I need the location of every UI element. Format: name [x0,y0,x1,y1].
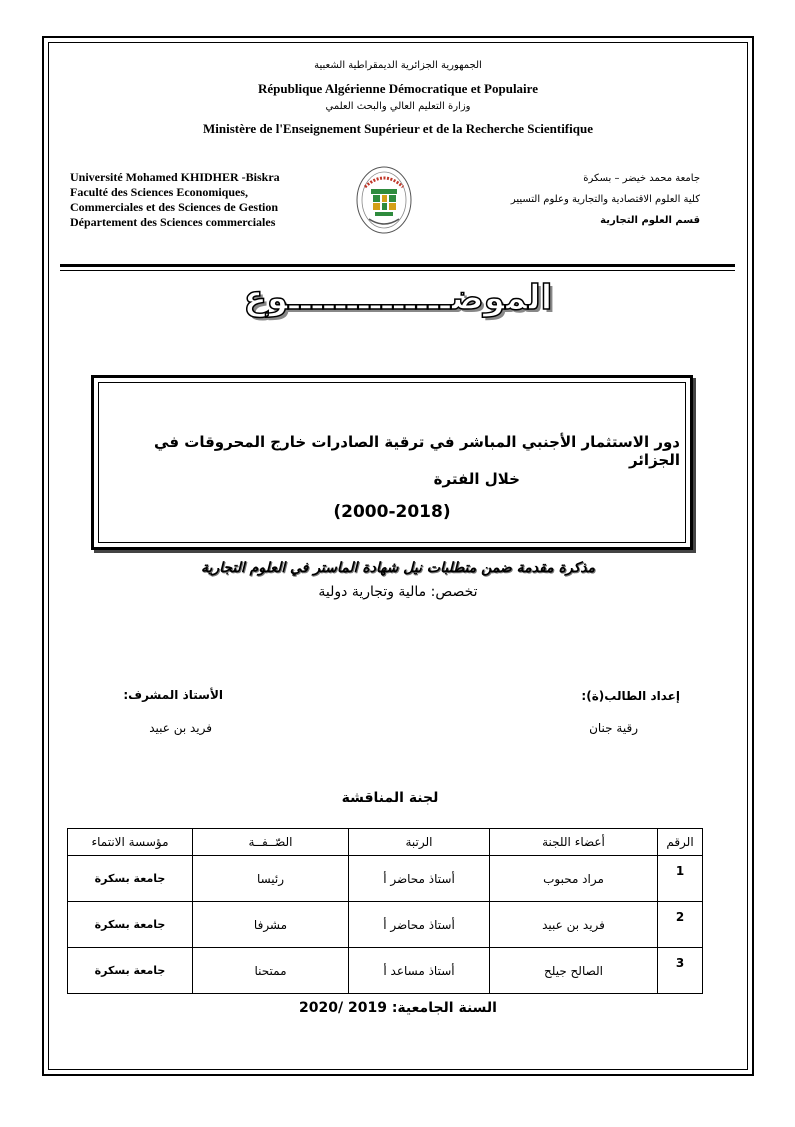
row-institution: جامعة بسكرة [68,902,193,948]
supervisor-name: فريد بن عبيد [149,721,212,735]
topic-title: دور الاستثمار الأجنبي المباشر في ترقية الصادرات خارج المحروقات في الجزائر [154,433,680,469]
supervisor-label: الأستاذ المشرف: [123,688,223,702]
topic-period-label: خلال الفترة [433,470,520,488]
header-rank: الرتبة [349,829,490,856]
jury-header-row [68,829,703,856]
table-row [68,902,703,948]
row-number: 2 [658,902,703,948]
institution-ar [430,168,700,231]
row-number: 1 [658,856,703,902]
header-role: الصّــفــة [193,829,349,856]
row-number: 3 [658,948,703,994]
institution-fr-line: Département des Sciences commerciales [70,215,276,229]
row-member: الصالح جيلح [490,948,658,994]
row-role: ممتحنا [193,948,349,994]
institution-fr-line: Commerciales et des Sciences de Gestion [70,200,279,214]
institution-ar-line: كلية العلوم الاقتصادية والتجارية وعلوم التسيير [510,194,700,205]
row-role: مشرفا [193,902,349,948]
student-name: رقية جنان [589,721,638,735]
republic-fr: République Algérienne Démocratique et Populaire [258,81,538,96]
table-row [68,948,703,994]
header-member: أعضاء اللجنة [490,829,658,856]
specialty: تخصص: مالية وتجارية دولية [318,584,478,600]
row-role: رئيسا [193,856,349,902]
row-institution: جامعة بسكرة [68,856,193,902]
row-member: مراد محبوب [490,856,658,902]
header-separator-thin [60,270,735,271]
jury-table [67,828,703,994]
row-rank: أستاذ مساعد أ [349,948,490,994]
institution-ar-line: جامعة محمد خيضر – بسكرة [583,173,700,184]
topic-box [91,375,693,550]
table-row [68,856,703,902]
header-separator [60,264,735,267]
student-label: إعداد الطالب(ة): [581,689,680,703]
institution-fr-line: Université Mohamed KHIDHER -Biskra [70,170,280,184]
institution-fr-line: Faculté des Sciences Economiques, [70,185,248,199]
republic-ar: الجمهورية الجزائرية الديمقراطية الشعبية [314,60,482,71]
row-member: فريد بن عبيد [490,902,658,948]
ministry-ar: وزارة التعليم العالي والبحث العلمي [325,101,471,112]
row-rank: أستاذ محاضر أ [349,856,490,902]
ministry-fr: Ministère de l'Enseignement Supérieur et de la Recherche Scientifique [203,121,593,136]
academic-year: السنة الجامعية: 2019 /2020 [299,1000,497,1016]
institution-ar-line: قسم العلوم التجارية [600,215,700,226]
row-rank: أستاذ محاضر أ [349,902,490,948]
subject-heading: الموضــــــــــــــوع [243,278,553,318]
jury-title: لجنة المناقشة [341,790,439,806]
university-logo-icon [355,165,413,235]
row-institution: جامعة بسكرة [68,948,193,994]
header-institution: مؤسسة الانتماء [68,829,193,856]
topic-period: (2000-2018) [333,502,451,522]
memo-statement: مذكرة مقدمة ضمن متطلبات نيل شهادة الماستر في العلوم التجارية [200,560,596,576]
header-number: الرقم [658,829,703,856]
institution-fr [70,170,330,230]
